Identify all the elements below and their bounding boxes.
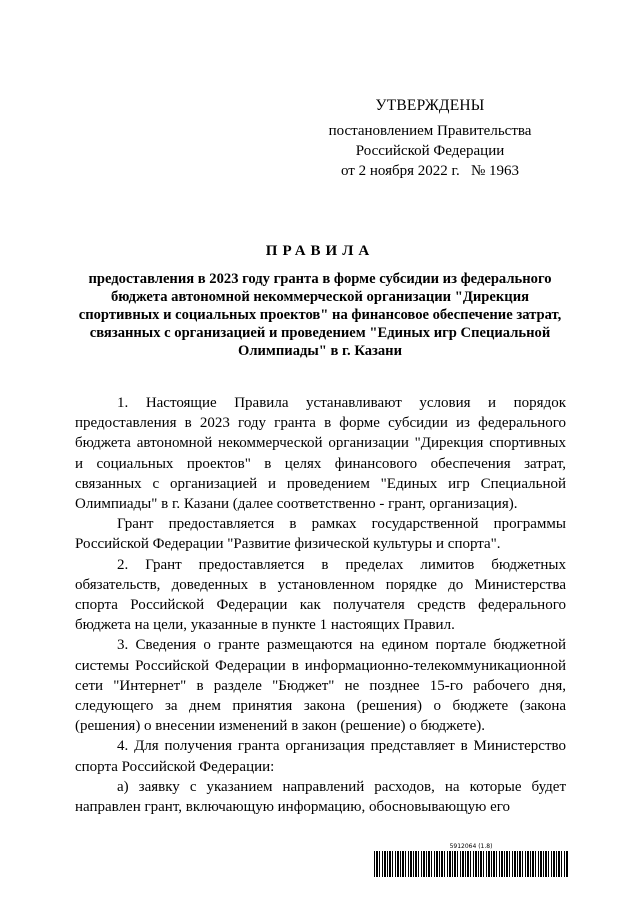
barcode-number: 5912064 (1.8) (449, 843, 493, 850)
document-body (75, 393, 566, 817)
paragraph: 4. Для получения гранта организация представляет в Министерство спорта Российской Федерации: (75, 738, 566, 775)
paragraph: Грант предоставляется в рамках государственной программы Российской Федерации "Развитие физической культуры и спорта". (75, 516, 566, 553)
approval-heading: УТВЕРЖДЕНЫ (375, 97, 485, 114)
approval-block (300, 96, 560, 181)
approval-line: постановлением Правительства (328, 123, 532, 139)
paragraph: 2. Грант предоставляется в пределах лимитов бюджетных обязательств, доведенных в установленном порядке до Министерства спорта Российской Федерации как получателя средств федерального бюджета на цели, указанные в пункте 1 настоящих Правил. (75, 556, 566, 634)
paragraph: 1. Настоящие Правила устанавливают условия и порядок предоставления в 2023 году гранта в форме субсидии из федерального бюджета автономной некоммерческой организации "Дирекция спортивных и социальных проектов" в целях финансового обеспечения затрат, связанных с организацией и проведением "Единых игр Специальной Олимпиады" в г. Казани (далее соответственно - грант, организация). (75, 395, 566, 513)
paragraph: а) заявку с указанием направлений расходов, на которые будет направлен грант, включающую информацию, обосновывающую его (75, 778, 566, 816)
approval-line: Российской Федерации (355, 143, 505, 159)
barcode (374, 851, 568, 877)
paragraph: 3. Сведения о гранте размещаются на едином портале бюджетной системы Российской Федерации в информационно-телекоммуникационной сети "Интернет" в разделе "Бюджет" не позднее 15-го рабочего дня, следующего за днем принятия закона (решения) о бюджете (закона (решения) о внесении изменений в закон (решение) о бюджете). (75, 637, 566, 735)
document-title: ПРАВИЛА (265, 243, 375, 259)
barcode-block (374, 843, 568, 879)
approval-line: от 2 ноября 2022 г. № 1963 (340, 163, 520, 179)
document-subtitle: предоставления в 2023 году гранта в форме субсидии из федерального бюджета автономной некоммерческой организации "Дирекция спортивных и социальных проектов" на финансовое обеспечение затрат, связанных с организацией и проведением "Единых игр Специальной Олимпиады" в г. Казани (78, 271, 562, 359)
